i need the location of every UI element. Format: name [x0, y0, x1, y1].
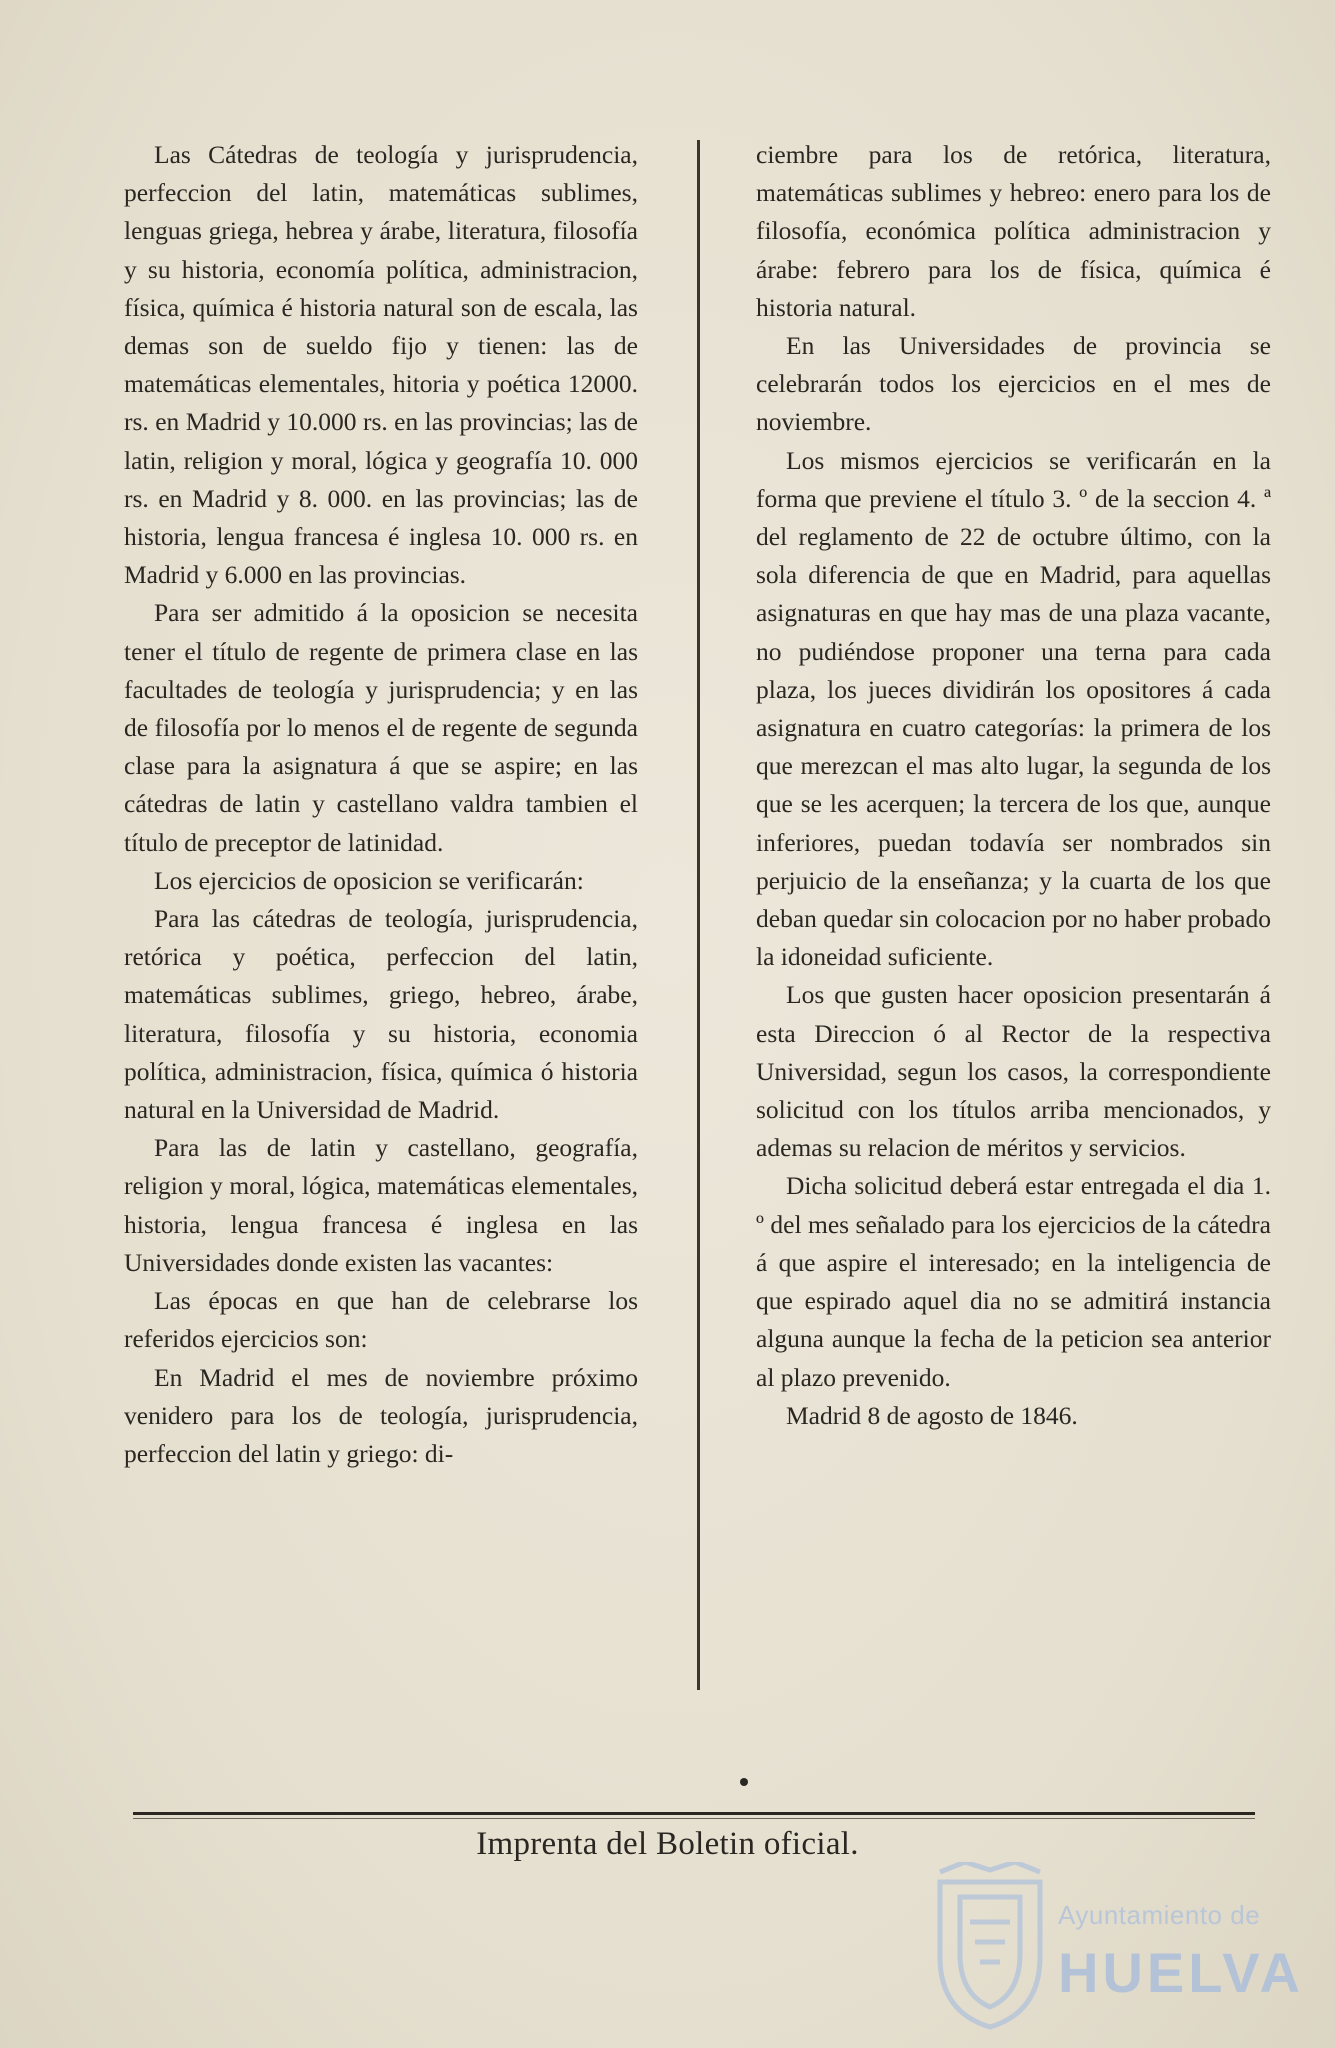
paragraph-calendario-madrid: ciembre para los de retórica, literatura, matemáticas sublimes y hebreo: enero para los de filosofía, económica política administracion y árabe: febrero para los de física, química é historia natural.	[756, 140, 1271, 322]
watermark-line2: HUELVA	[1058, 1941, 1304, 2004]
footer-rule-thin	[133, 1818, 1255, 1819]
right-column	[756, 136, 1271, 1435]
watermark-line1: Ayuntamiento de	[1058, 1900, 1261, 1930]
date-line: Madrid 8 de agosto de 1846.	[786, 1400, 1078, 1430]
paragraph-catedras-provincias: Para las de latin y castellano, geografía, religion y moral, lógica, matemáticas elementales, historia, lengua francesa é inglesa en las Universidades donde existen las vacantes:	[124, 1133, 638, 1277]
paragraph-epocas-intro: Las épocas en que han de celebrarse los referidos ejercicios son:	[124, 1286, 638, 1354]
paragraph-catedras-escala: Las Cátedras de teología y jurisprudencia, perfeccion del latin, matemáticas sublimes, lenguas griega, hebrea y árabe, literatura, filosofía y su historia, economía política, administracion, física, química é historia natural son de escala, las demas son de sueldo fijo y tienen: las de matemáticas elementales, hitoria y poética 12000. rs. en Madrid y 10.000 rs. en las provincias; las de latin, religion y moral, lógica y geografía 10. 000 rs. en Madrid y 8. 000. en las provincias; las de historia, lengua francesa é inglesa 10. 000 rs. en Madrid y 6.000 en las provincias.	[124, 140, 638, 590]
paragraph-catedras-madrid: Para las cátedras de teología, jurisprudencia, retórica y poética, perfeccion del latin, matemáticas sublimes, griego, hebreo, árabe, literatura, filosofía y su historia, economia política, administracion, física, química ó historia natural en la Universidad de Madrid.	[124, 904, 638, 1125]
left-column	[124, 136, 638, 1473]
paragraph-ejercicios-intro: Los ejercicios de oposicion se verificarán:	[154, 865, 584, 895]
paragraph-requisitos: Para ser admitido á la oposicion se necesita tener el título de regente de primera clase en las facultades de teología y jurisprudencia; y en las de filosofía por lo menos el de regente de segunda clase para la asignatura á que se aspire; en las cátedras de latin y castellano valdra tambien el título de preceptor de latinidad.	[124, 598, 638, 857]
paragraph-plazo-solicitud: Dicha solicitud deberá estar entregada el dia 1. º del mes señalado para los ejercicios de la cátedra á que aspire el interesado; en la inteligencia de que espirado aquel dia no se admitirá instancia alguna aunque la fecha de la peticion sea anterior al plazo prevenido.	[756, 1171, 1271, 1392]
footer-rule	[133, 1812, 1255, 1815]
paragraph-forma-ejercicios: Los mismos ejercicios se verificarán en la forma que previene el título 3. º de la seccion 4. ª del reglamento de 22 de octubre último, con la sola diferencia de que en Madrid, para aquellas asignaturas en que hay mas de una plaza vacante, no pudiéndose proponer una terna para cada plaza, los jueces dividirán los opositores á cada asignatura en cuatro categorías: la primera de los que merezcan el mas alto lugar, la segunda de los que se les acerquen; la tercera de los que, aunque inferiores, puedan todavía ser nombrados sin perjuicio de la enseñanza; y la cuarta de los que deban quedar sin colocacion por no haber probado la idoneidad suficiente.	[756, 445, 1271, 972]
column-divider	[697, 140, 700, 1690]
printer-imprint: Imprenta del Boletin oficial.	[476, 1826, 859, 1862]
ornament-dot	[740, 1778, 748, 1786]
paragraph-universidades-provincia: En las Universidades de provincia se celebrarán todos los ejercicios en el mes de noviembre.	[756, 331, 1271, 437]
paragraph-presentacion: Los que gusten hacer oposicion presentarán á esta Direccion ó al Rector de la respectiva Universidad, segun los casos, la correspondiente solicitud con los títulos arriba mencionados, y ademas su relacion de méritos y servicios.	[756, 980, 1271, 1163]
paragraph-madrid-noviembre: En Madrid el mes de noviembre próximo venidero para los de teología, jurisprudencia, perfeccion del latin y griego: di-	[124, 1362, 638, 1468]
